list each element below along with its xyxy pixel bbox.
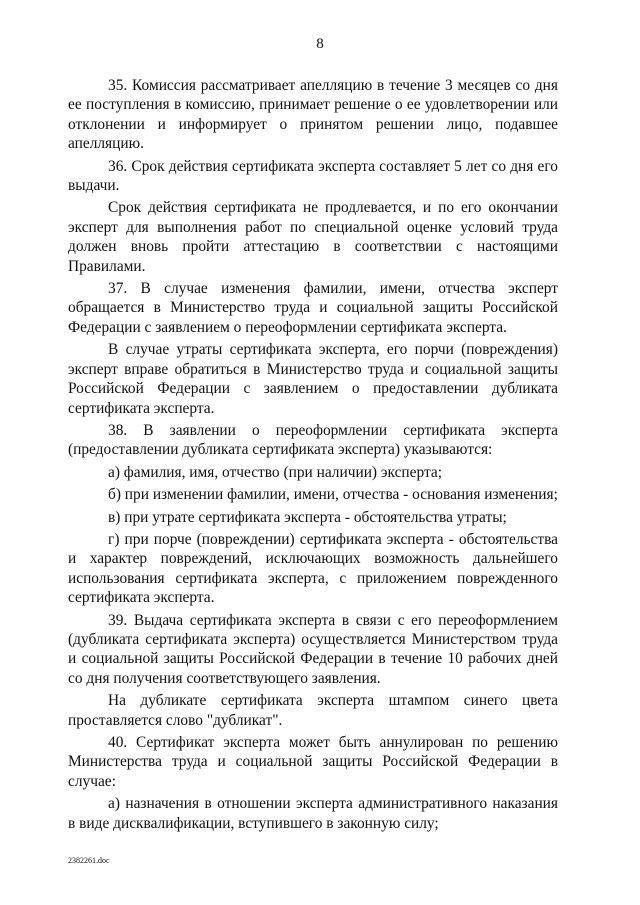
list-item-38-a: а) фамилия, имя, отчество (при наличии) эксперта; — [108, 463, 443, 481]
paragraph-36-continued: Срок действия сертификата не продлевается, и по его окончании эксперт для выполнения работ по специальной оценке условий труда должен вновь пройти аттестацию в соответствии с настоящими Правилами. — [68, 199, 558, 275]
paragraph-36: 36. Срок действия сертификата эксперта составляет 5 лет со дня его выдачи. — [68, 157, 558, 195]
paragraph-37-continued: В случае утраты сертификата эксперта, его порчи (повреждения) эксперт вправе обратиться в Министерство труда и социальной защиты Российской Федерации с заявлением о предоставлении дубликата сертификата эксперта. — [68, 341, 558, 417]
paragraph-38: 38. В заявлении о переоформлении сертификата эксперта (предоставлении дубликата сертификата эксперта) указываются: — [68, 421, 558, 459]
paragraph-35: 35. Комиссия рассматривает апелляцию в течение 3 месяцев со дня ее поступления в комиссию, принимает решение о ее удовлетворении или отклонении и информирует о принятом решении лицо, подавшее апелляцию. — [68, 77, 558, 153]
paragraph-37: 37. В случае изменения фамилии, имени, отчества эксперт обращается в Министерство труда и социальной защиты Российской Федерации с заявлением о переоформлении сертификата эксперта. — [68, 280, 558, 336]
paragraph-39-continued: На дубликате сертификата эксперта штампом синего цвета проставляется слово "дубликат". — [68, 692, 558, 729]
list-item-40-a: а) назначения в отношении эксперта административного наказания в виде дисквалификации, вступившего в законную силу; — [68, 795, 558, 832]
footer-filename: 2382261.doc — [68, 856, 110, 865]
page-number: 8 — [316, 36, 324, 52]
list-item-38-g: г) при порче (повреждении) сертификата эксперта - обстоятельства и характер повреждений, исключающих возможность дальнейшего использования сертификата эксперта, с приложением поврежденного сертификата эксперта. — [68, 530, 558, 607]
document-body — [68, 76, 558, 836]
paragraph-40: 40. Сертификат эксперта может быть аннулирован по решению Министерства труда и социальной защиты Российской Федерации в случае: — [68, 734, 558, 790]
list-item-38-v: в) при утрате сертификата эксперта - обстоятельства утраты; — [108, 508, 507, 526]
paragraph-39: 39. Выдача сертификата эксперта в связи с его переоформлением (дубликата сертификата эксперта) осуществляется Министерством труда и социальной защиты Российской Федерации в течение 10 рабочих дней со дня получения соответствующего заявления. — [68, 611, 558, 687]
list-item-38-b: б) при изменении фамилии, имени, отчества - основания изменения; — [108, 486, 558, 504]
